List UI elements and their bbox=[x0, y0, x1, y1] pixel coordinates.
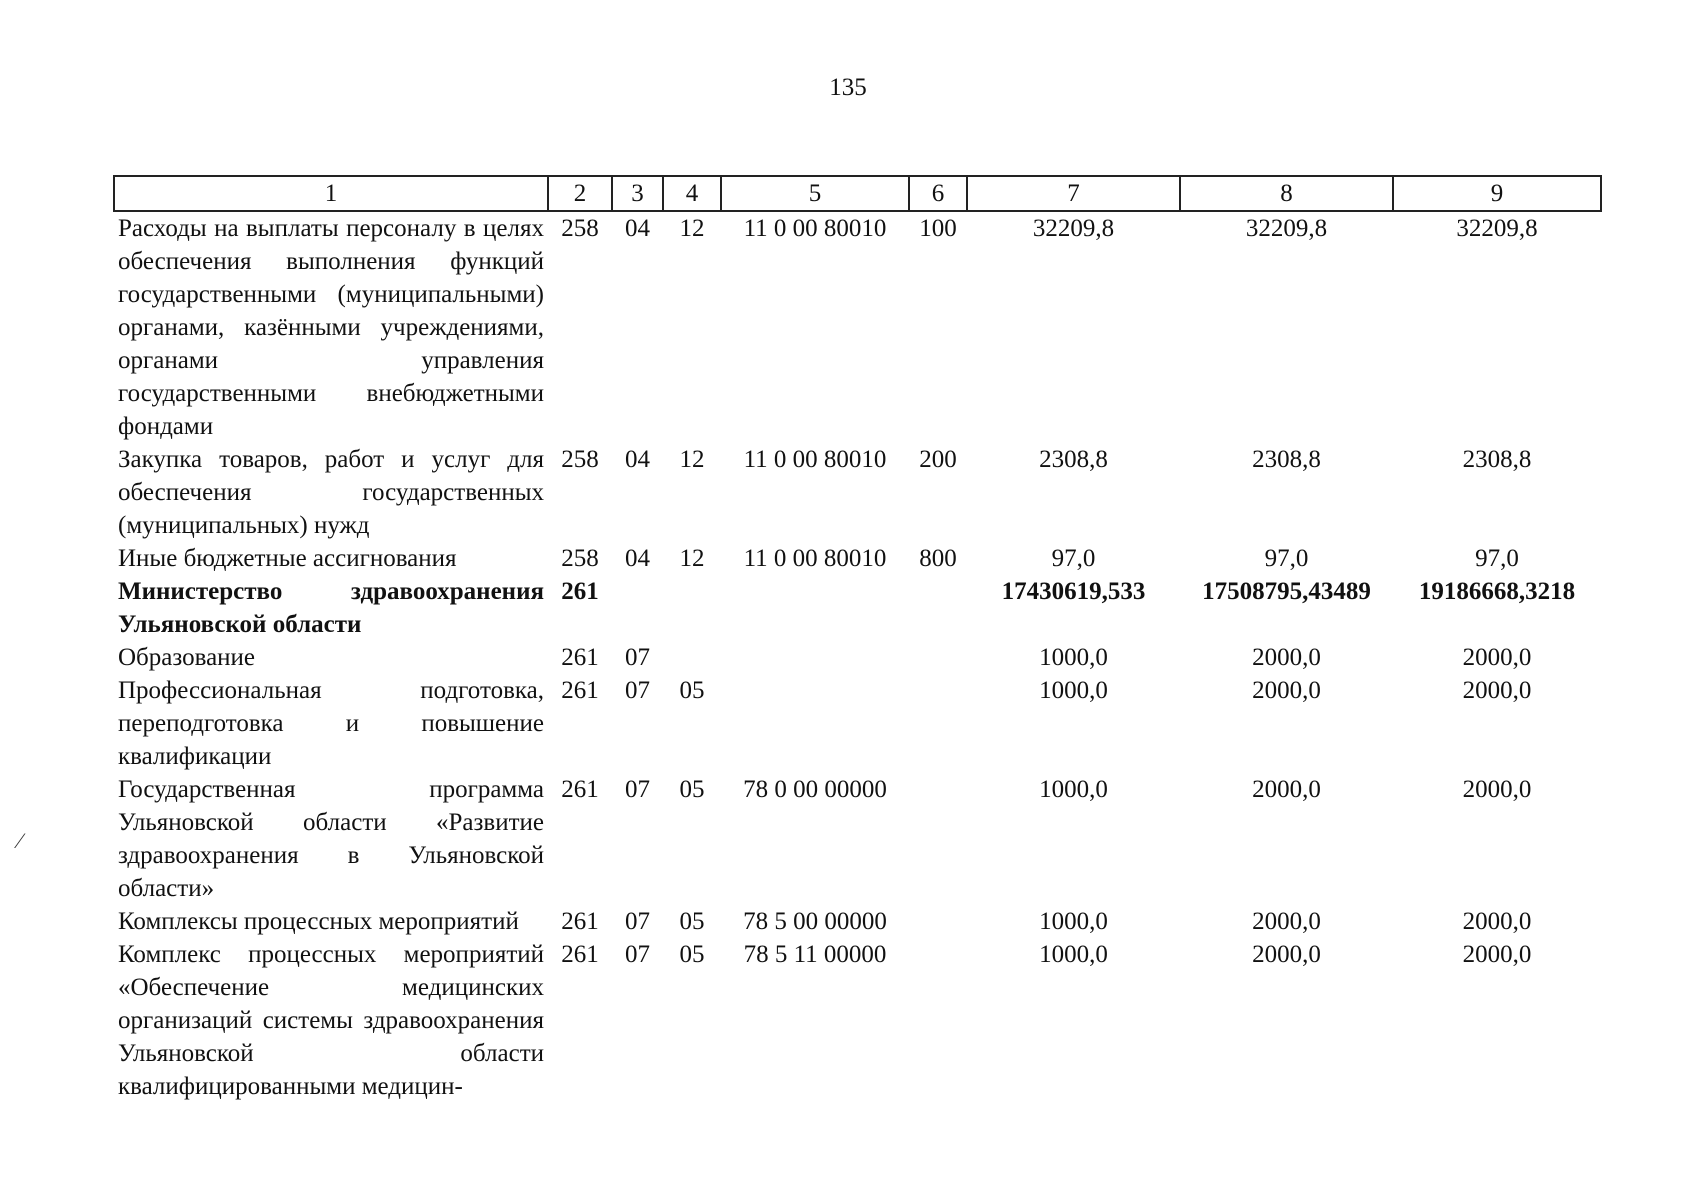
row-amount-year2-cell: 2308,8 bbox=[1252, 446, 1321, 473]
row-amount-year1-cell: 97,0 bbox=[1051, 545, 1096, 572]
row-target-article-cell: 78 0 00 00000 bbox=[743, 776, 887, 803]
header-cell: 8 bbox=[1180, 176, 1393, 211]
row-section-cell: 04 bbox=[625, 215, 650, 242]
row-section-cell: 07 bbox=[625, 644, 650, 671]
row-subsection-cell: 12 bbox=[679, 215, 705, 242]
row-section-cell: 07 bbox=[625, 908, 650, 935]
row-target-article-cell: 78 5 11 00000 bbox=[743, 941, 887, 968]
header-cell: 6 bbox=[909, 176, 967, 211]
row-name-cell: Министерство здравоохранения Ульяновской области bbox=[118, 578, 544, 638]
row-target-article-cell bbox=[721, 641, 909, 674]
row-amount-year3-cell: 19186668,3218 bbox=[1418, 578, 1576, 605]
row-name-cell: Государственная программа Ульяновской области «Развитие здравоохранения в Ульяновской области» bbox=[118, 776, 544, 902]
row-section-cell: 07 bbox=[625, 677, 650, 704]
row-section-cell: 04 bbox=[625, 545, 650, 572]
pen-mark: ⁄ bbox=[18, 828, 22, 853]
row-amount-year3-cell: 2308,8 bbox=[1462, 446, 1532, 473]
header-cell: 5 bbox=[721, 176, 909, 211]
row-amount-year2-cell: 97,0 bbox=[1264, 545, 1309, 572]
table-row bbox=[114, 641, 1601, 674]
row-amount-year2-cell: 2000,0 bbox=[1252, 644, 1321, 671]
header-cell: 9 bbox=[1393, 176, 1601, 211]
row-subsection-cell bbox=[663, 641, 721, 674]
table-row bbox=[114, 674, 1601, 773]
row-grbs-cell: 261 bbox=[561, 677, 599, 704]
row-expense-type-cell bbox=[909, 938, 967, 1103]
row-subsection-cell: 12 bbox=[679, 545, 705, 572]
budget-table bbox=[113, 175, 1602, 1103]
row-expense-type-cell bbox=[909, 905, 967, 938]
row-subsection-cell bbox=[663, 575, 721, 641]
row-grbs-cell: 261 bbox=[561, 578, 599, 605]
row-subsection-cell: 05 bbox=[679, 776, 705, 803]
row-section-cell: 04 bbox=[625, 446, 650, 473]
row-name-cell: Иные бюджетные ассигнования bbox=[118, 545, 457, 572]
row-amount-year1-cell: 1000,0 bbox=[1039, 941, 1108, 968]
row-amount-year2-cell: 2000,0 bbox=[1252, 776, 1321, 803]
row-amount-year2-cell: 2000,0 bbox=[1252, 677, 1321, 704]
row-expense-type-cell bbox=[909, 575, 967, 641]
row-expense-type-cell bbox=[909, 641, 967, 674]
row-amount-year1-cell: 32209,8 bbox=[1032, 215, 1115, 242]
header-cell: 2 bbox=[548, 176, 612, 211]
row-amount-year1-cell: 17430619,533 bbox=[1001, 578, 1146, 605]
row-name-cell: Профессиональная подготовка, переподготовка и повышение квалификации bbox=[118, 677, 544, 770]
row-subsection-cell: 05 bbox=[679, 677, 705, 704]
row-expense-type-cell bbox=[909, 674, 967, 773]
row-target-article-cell: 11 0 00 80010 bbox=[743, 446, 887, 473]
row-amount-year3-cell: 2000,0 bbox=[1462, 644, 1532, 671]
row-subsection-cell: 05 bbox=[679, 908, 705, 935]
row-amount-year3-cell: 32209,8 bbox=[1456, 215, 1538, 242]
row-amount-year1-cell: 1000,0 bbox=[1039, 644, 1108, 671]
row-name-cell: Образование bbox=[118, 644, 256, 671]
row-name-cell: Комплексы процессных мероприятий bbox=[118, 908, 519, 935]
row-amount-year1-cell: 1000,0 bbox=[1039, 908, 1108, 935]
row-name-cell: Комплекс процессных мероприятий «Обеспечение медицинских организаций системы здравоохранения Ульяновской области квалифицированными медицин- bbox=[118, 941, 544, 1100]
row-amount-year2-cell: 2000,0 bbox=[1252, 908, 1321, 935]
header-cell: 4 bbox=[663, 176, 721, 211]
header-cell: 1 bbox=[114, 176, 548, 211]
row-name-cell: Закупка товаров, работ и услуг для обеспечения государственных (муниципальных) нужд bbox=[118, 446, 544, 539]
row-target-article-cell bbox=[721, 674, 909, 773]
row-name-cell: Расходы на выплаты персоналу в целях обеспечения выполнения функций государственными (муниципальными) органами, казёнными учреждениями, органами управления государственными внебюджетными фондами bbox=[118, 215, 544, 440]
table-row bbox=[114, 773, 1601, 905]
row-target-article-cell: 11 0 00 80010 bbox=[743, 215, 887, 242]
row-grbs-cell: 258 bbox=[561, 446, 599, 473]
row-amount-year3-cell: 2000,0 bbox=[1462, 677, 1532, 704]
row-amount-year1-cell: 2308,8 bbox=[1039, 446, 1108, 473]
row-amount-year3-cell: 97,0 bbox=[1475, 545, 1519, 572]
table-row bbox=[114, 938, 1601, 1103]
row-amount-year1-cell: 1000,0 bbox=[1039, 677, 1108, 704]
header-cell: 7 bbox=[967, 176, 1180, 211]
row-target-article-cell: 78 5 00 00000 bbox=[743, 908, 887, 935]
row-subsection-cell: 05 bbox=[679, 941, 705, 968]
row-target-article-cell: 11 0 00 80010 bbox=[743, 545, 887, 572]
row-amount-year2-cell: 2000,0 bbox=[1252, 941, 1321, 968]
row-expense-type-cell: 200 bbox=[919, 446, 957, 473]
row-amount-year1-cell: 1000,0 bbox=[1039, 776, 1108, 803]
row-section-cell bbox=[612, 575, 663, 641]
row-grbs-cell: 261 bbox=[561, 644, 599, 671]
row-amount-year3-cell: 2000,0 bbox=[1462, 941, 1532, 968]
table-row bbox=[114, 443, 1601, 542]
header-cell: 3 bbox=[612, 176, 663, 211]
row-amount-year3-cell: 2000,0 bbox=[1462, 908, 1532, 935]
row-amount-year2-cell: 17508795,43489 bbox=[1202, 578, 1371, 605]
row-expense-type-cell bbox=[909, 773, 967, 905]
row-section-cell: 07 bbox=[625, 941, 650, 968]
row-grbs-cell: 261 bbox=[561, 908, 599, 935]
page-number: 135 bbox=[829, 74, 867, 101]
row-target-article-cell bbox=[721, 575, 909, 641]
row-section-cell: 07 bbox=[625, 776, 650, 803]
row-grbs-cell: 261 bbox=[561, 941, 599, 968]
row-grbs-cell: 258 bbox=[561, 545, 599, 572]
table-row bbox=[114, 905, 1601, 938]
table-row bbox=[114, 542, 1601, 575]
row-grbs-cell: 258 bbox=[561, 215, 599, 242]
row-expense-type-cell: 100 bbox=[919, 215, 957, 242]
row-amount-year3-cell: 2000,0 bbox=[1462, 776, 1532, 803]
row-expense-type-cell: 800 bbox=[919, 545, 957, 572]
table-row bbox=[114, 211, 1601, 443]
header-row bbox=[114, 176, 1601, 211]
row-subsection-cell: 12 bbox=[679, 446, 705, 473]
row-amount-year2-cell: 32209,8 bbox=[1245, 215, 1328, 242]
row-grbs-cell: 261 bbox=[561, 776, 599, 803]
table-row bbox=[114, 575, 1601, 641]
